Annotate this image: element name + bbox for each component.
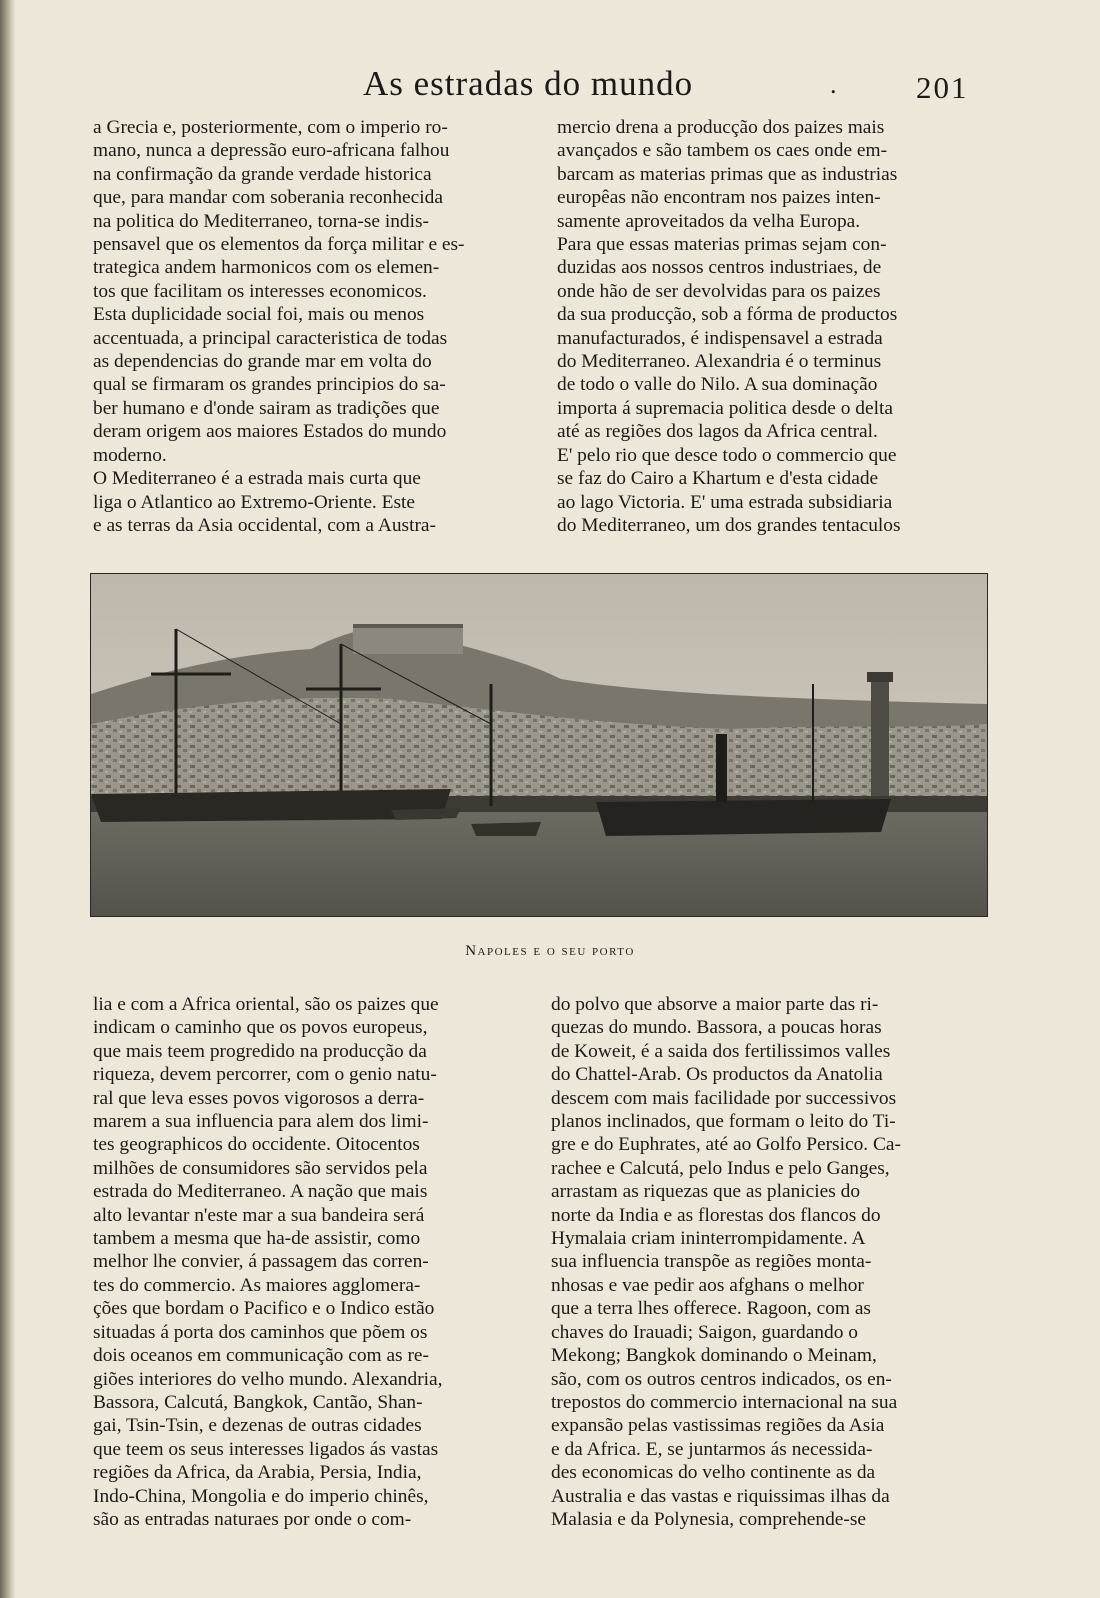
running-title: As estradas do mundo bbox=[363, 64, 694, 103]
steamer-hull bbox=[596, 799, 891, 836]
text-column-top-left: a Grecia e, posteriormente, com o imperio ro- mano, nunca a depressão euro-africana falhou na confirmação da grande verdade historica que, para mandar com soberania reconhecida na politica do Mediterraneo, torna-se indis- pensavel que os elementos da força militar e es- trategica andem harmonicos com os elemen- tos que facilitam os interesses economicos. Esta duplicidade social foi, mais ou menos accentuada, a principal caracteristica de todas as dependencias do grande mar em volta do qual se firmaram os grandes principios do sa- ber humano e d'onde sairam as tradições que deram origem aos maiores Estados do mundo moderno. O Mediterraneo é a estrada mais curta que liga o Atlantico ao Extremo-Oriente. Este e as terras da Asia occidental, com a Austra- bbox=[93, 117, 465, 536]
page-number: 201 bbox=[916, 70, 969, 105]
lighthouse bbox=[871, 679, 889, 799]
text-column-top-right: mercio drena a producção dos paizes mais avançados e são tambem os caes onde em- barcam as materias primas que as industrias europêas não encontram nos paizes inten- samente aproveitados da velha Europa. Para que essas materias primas sejam con- duzidas aos nossos centros industriaes, de onde hão de ser devolvidas para os paizes da sua producção, sob a fórma de productos manufacturados, é indispensavel a estrada do Mediterraneo. Alexandria é o terminus de todo o valle do Nilo. A sua dominação importa á supremacia politica desde o delta até as regiões dos lagos da Africa central. E' pelo rio que desce todo o commercio que se faz do Cairo a Khartum e d'esta cidade ao lago Victoria. E' uma estrada subsidiaria do Mediterraneo, um dos grandes tentaculos bbox=[557, 117, 901, 536]
running-head bbox=[0, 64, 1100, 110]
binding-shadow bbox=[0, 0, 16, 1598]
figure-caption: Napoles e o seu porto bbox=[465, 943, 635, 959]
steamer-funnel bbox=[716, 734, 727, 802]
naples-harbour-photo bbox=[90, 573, 988, 917]
hilltop-fortress bbox=[353, 626, 463, 654]
text-column-bottom-left: lia e com a Africa oriental, são os paizes que indicam o caminho que os povos europeus, que mais teem progredido na producção da riqueza, devem percorrer, com o genio natu- ral que leva esses povos vigorosos a derra- marem a sua influencia para alem dos limi- tes geographicos do occidente. Oitocentos milhões de consumidores são servidos pela estrada do Mediterraneo. A nação que mais alto levantar n'este mar a sua bandeira será tambem a mesma que ha-de assistir, como melhor lhe convier, á passagem das corren- tes do commercio. As maiores agglomera- ções que bordam o Pacifico e o Indico estão situadas á porta dos caminhos que põem os dois oceanos em communicação com as re- giões interiores do velho mundo. Alexandria, Bassora, Calcutá, Bangkok, Cantão, Shan- gai, Tsin-Tsin, e dezenas de outras cidades que teem os seus interesses ligados ás vastas regiões da Africa, da Arabia, Persia, India, Indo-China, Mongolia e do imperio chinês, são as entradas naturaes por onde o com- bbox=[93, 994, 443, 1530]
text-column-bottom-right: do polvo que absorve a maior parte das ri- quezas do mundo. Bassora, a poucas horas de Koweit, é a saida dos fertilissimos valles do Chattel-Arab. Os productos da Anatolia descem com mais facilidade por successivos planos inclinados, que formam o leito do Ti- gre e do Euphrates, até ao Golfo Persico. Ca- rachee e Calcutá, pelo Indus e pelo Ganges, arrastam as riquezas que as planicies do norte da India e as florestas dos flancos do Hymalaia criam ininterrompidamente. A sua influencia transpõe as regiões monta- nhosas e vae pedir aos afghans o melhor que a terra lhes offerece. Ragoon, com as chaves do Irauadi; Saigon, guardando o Mekong; Bangkok dominando o Meinam, são, com os outros centros indicados, os en- trepostos do commercio internacional na sua expansão pelas vastissimas regiões da Asia e da Africa. E, se juntarmos ás necessida- des economicas do velho continente as da Australia e das vastas e riquissimas ilhas da Malasia e da Polynesia, comprehende-se bbox=[551, 994, 901, 1530]
running-dot: . bbox=[830, 70, 837, 99]
small-boat bbox=[471, 822, 541, 836]
